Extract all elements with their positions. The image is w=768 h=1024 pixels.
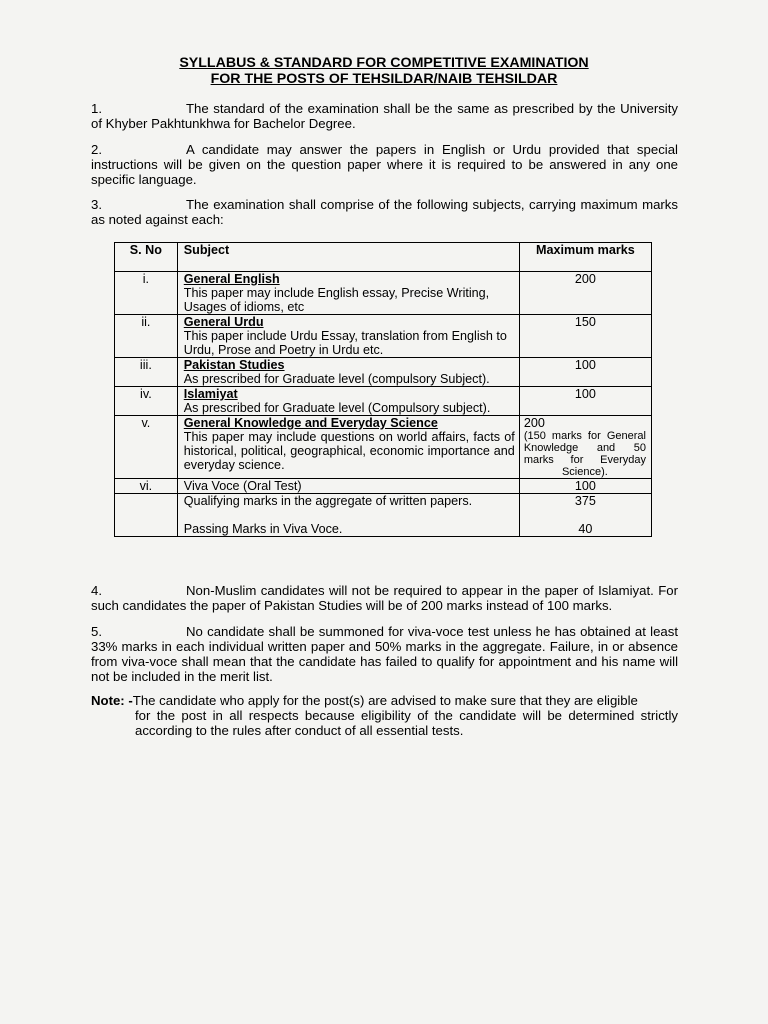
row-sno: v.: [115, 416, 178, 479]
qualifying-marks: 375: [574, 494, 596, 508]
subject-name: Pakistan Studies: [183, 358, 285, 372]
row-marks: 100: [519, 358, 651, 387]
table-row: [115, 479, 652, 494]
marks-note: (150 marks for General Knowledge and 50 marks for Everyday Science).: [523, 430, 646, 478]
table-row: [115, 315, 652, 358]
table-header-row: [115, 243, 652, 272]
subject-desc: As prescribed for Graduate level (compulsory Subject).: [183, 372, 490, 386]
paragraph-text: No candidate shall be summoned for viva-voce test unless he has obtained at least 33% marks in each individual written paper and 50% marks in the aggregate. Failure, in or absence from viva-voce shall mean that the candidate has failed to qualify for appointment and his name will not be included in the merit list.: [91, 624, 678, 684]
qualifying-text: Qualifying marks in the aggregate of written papers.: [183, 494, 473, 508]
row-marks: 100: [519, 479, 651, 494]
subject-desc: This paper include Urdu Essay, translation from English to Urdu, Prose and Poetry in Urdu etc.: [183, 329, 507, 357]
document-title: [0, 55, 768, 87]
header-marks: Maximum marks: [519, 243, 651, 272]
note-text-rest: for the post in all respects because eligibility of the candidate will be determined strictly according to the rules after conduct of all essential tests.: [135, 708, 678, 738]
passing-text: Passing Marks in Viva Voce.: [183, 522, 343, 536]
paragraph-5: [91, 624, 678, 684]
paragraph-1: [91, 101, 678, 131]
paragraph-number: 2.: [91, 142, 102, 157]
row-sno: ii.: [115, 315, 178, 358]
subject-name: General English: [183, 272, 280, 286]
paragraph-text: The standard of the examination shall be the same as prescribed by the University of Khyber Pakhtunkhwa for Bachelor Degree.: [91, 101, 678, 131]
note-label: Note: -: [91, 693, 133, 708]
paragraph-2: [91, 142, 678, 187]
row-marks: 200: [519, 272, 651, 315]
note-block: [91, 693, 678, 738]
row-marks: 200: [523, 416, 545, 430]
paragraph-number: 1.: [91, 101, 102, 116]
subjects-table: [114, 242, 652, 537]
subject-desc: This paper may include questions on world affairs, facts of historical, political, geographical, economic importance and everyday science.: [183, 430, 515, 472]
subject-desc: As prescribed for Graduate level (Compulsory subject).: [183, 401, 491, 415]
row-marks: 100: [519, 387, 651, 416]
title-line-1: SYLLABUS & STANDARD FOR COMPETITIVE EXAMINATION: [179, 55, 589, 71]
table-row: [115, 387, 652, 416]
table-row: [115, 494, 652, 537]
subject-name: General Knowledge and Everyday Science: [183, 416, 438, 430]
table-row: [115, 272, 652, 315]
paragraph-text: Non-Muslim candidates will not be required to appear in the paper of Islamiyat. For such candidates the paper of Pakistan Studies will be of 200 marks instead of 100 marks.: [91, 583, 678, 613]
passing-marks: 40: [578, 522, 593, 536]
subject-name: Islamiyat: [183, 387, 238, 401]
paragraph-number: 5.: [91, 624, 102, 639]
paragraph-3: [91, 197, 678, 227]
subject-desc: This paper may include English essay, Precise Writing, Usages of idioms, etc: [183, 286, 490, 314]
note-text-first: The candidate who apply for the post(s) are advised to make sure that they are eligible: [132, 693, 638, 708]
row-sno: iii.: [115, 358, 178, 387]
row-marks: 150: [519, 315, 651, 358]
subject-desc: Viva Voce (Oral Test): [177, 479, 519, 494]
header-subject: Subject: [177, 243, 519, 272]
header-sno: S. No: [115, 243, 178, 272]
paragraph-text: The examination shall comprise of the following subjects, carrying maximum marks as noted against each:: [91, 197, 678, 227]
paragraph-4: [91, 583, 678, 613]
subject-name: General Urdu: [183, 315, 264, 329]
title-line-2: FOR THE POSTS OF TEHSILDAR/NAIB TEHSILDAR: [210, 71, 558, 87]
table-row: [115, 358, 652, 387]
paragraph-text: A candidate may answer the papers in English or Urdu provided that special instructions will be given on the question paper where it is required to be answered in any one specific language.: [91, 142, 678, 187]
row-sno: iv.: [115, 387, 178, 416]
row-sno: i.: [115, 272, 178, 315]
paragraph-number: 4.: [91, 583, 102, 598]
paragraph-number: 3.: [91, 197, 102, 212]
table-row: [115, 416, 652, 479]
row-sno: vi.: [115, 479, 178, 494]
